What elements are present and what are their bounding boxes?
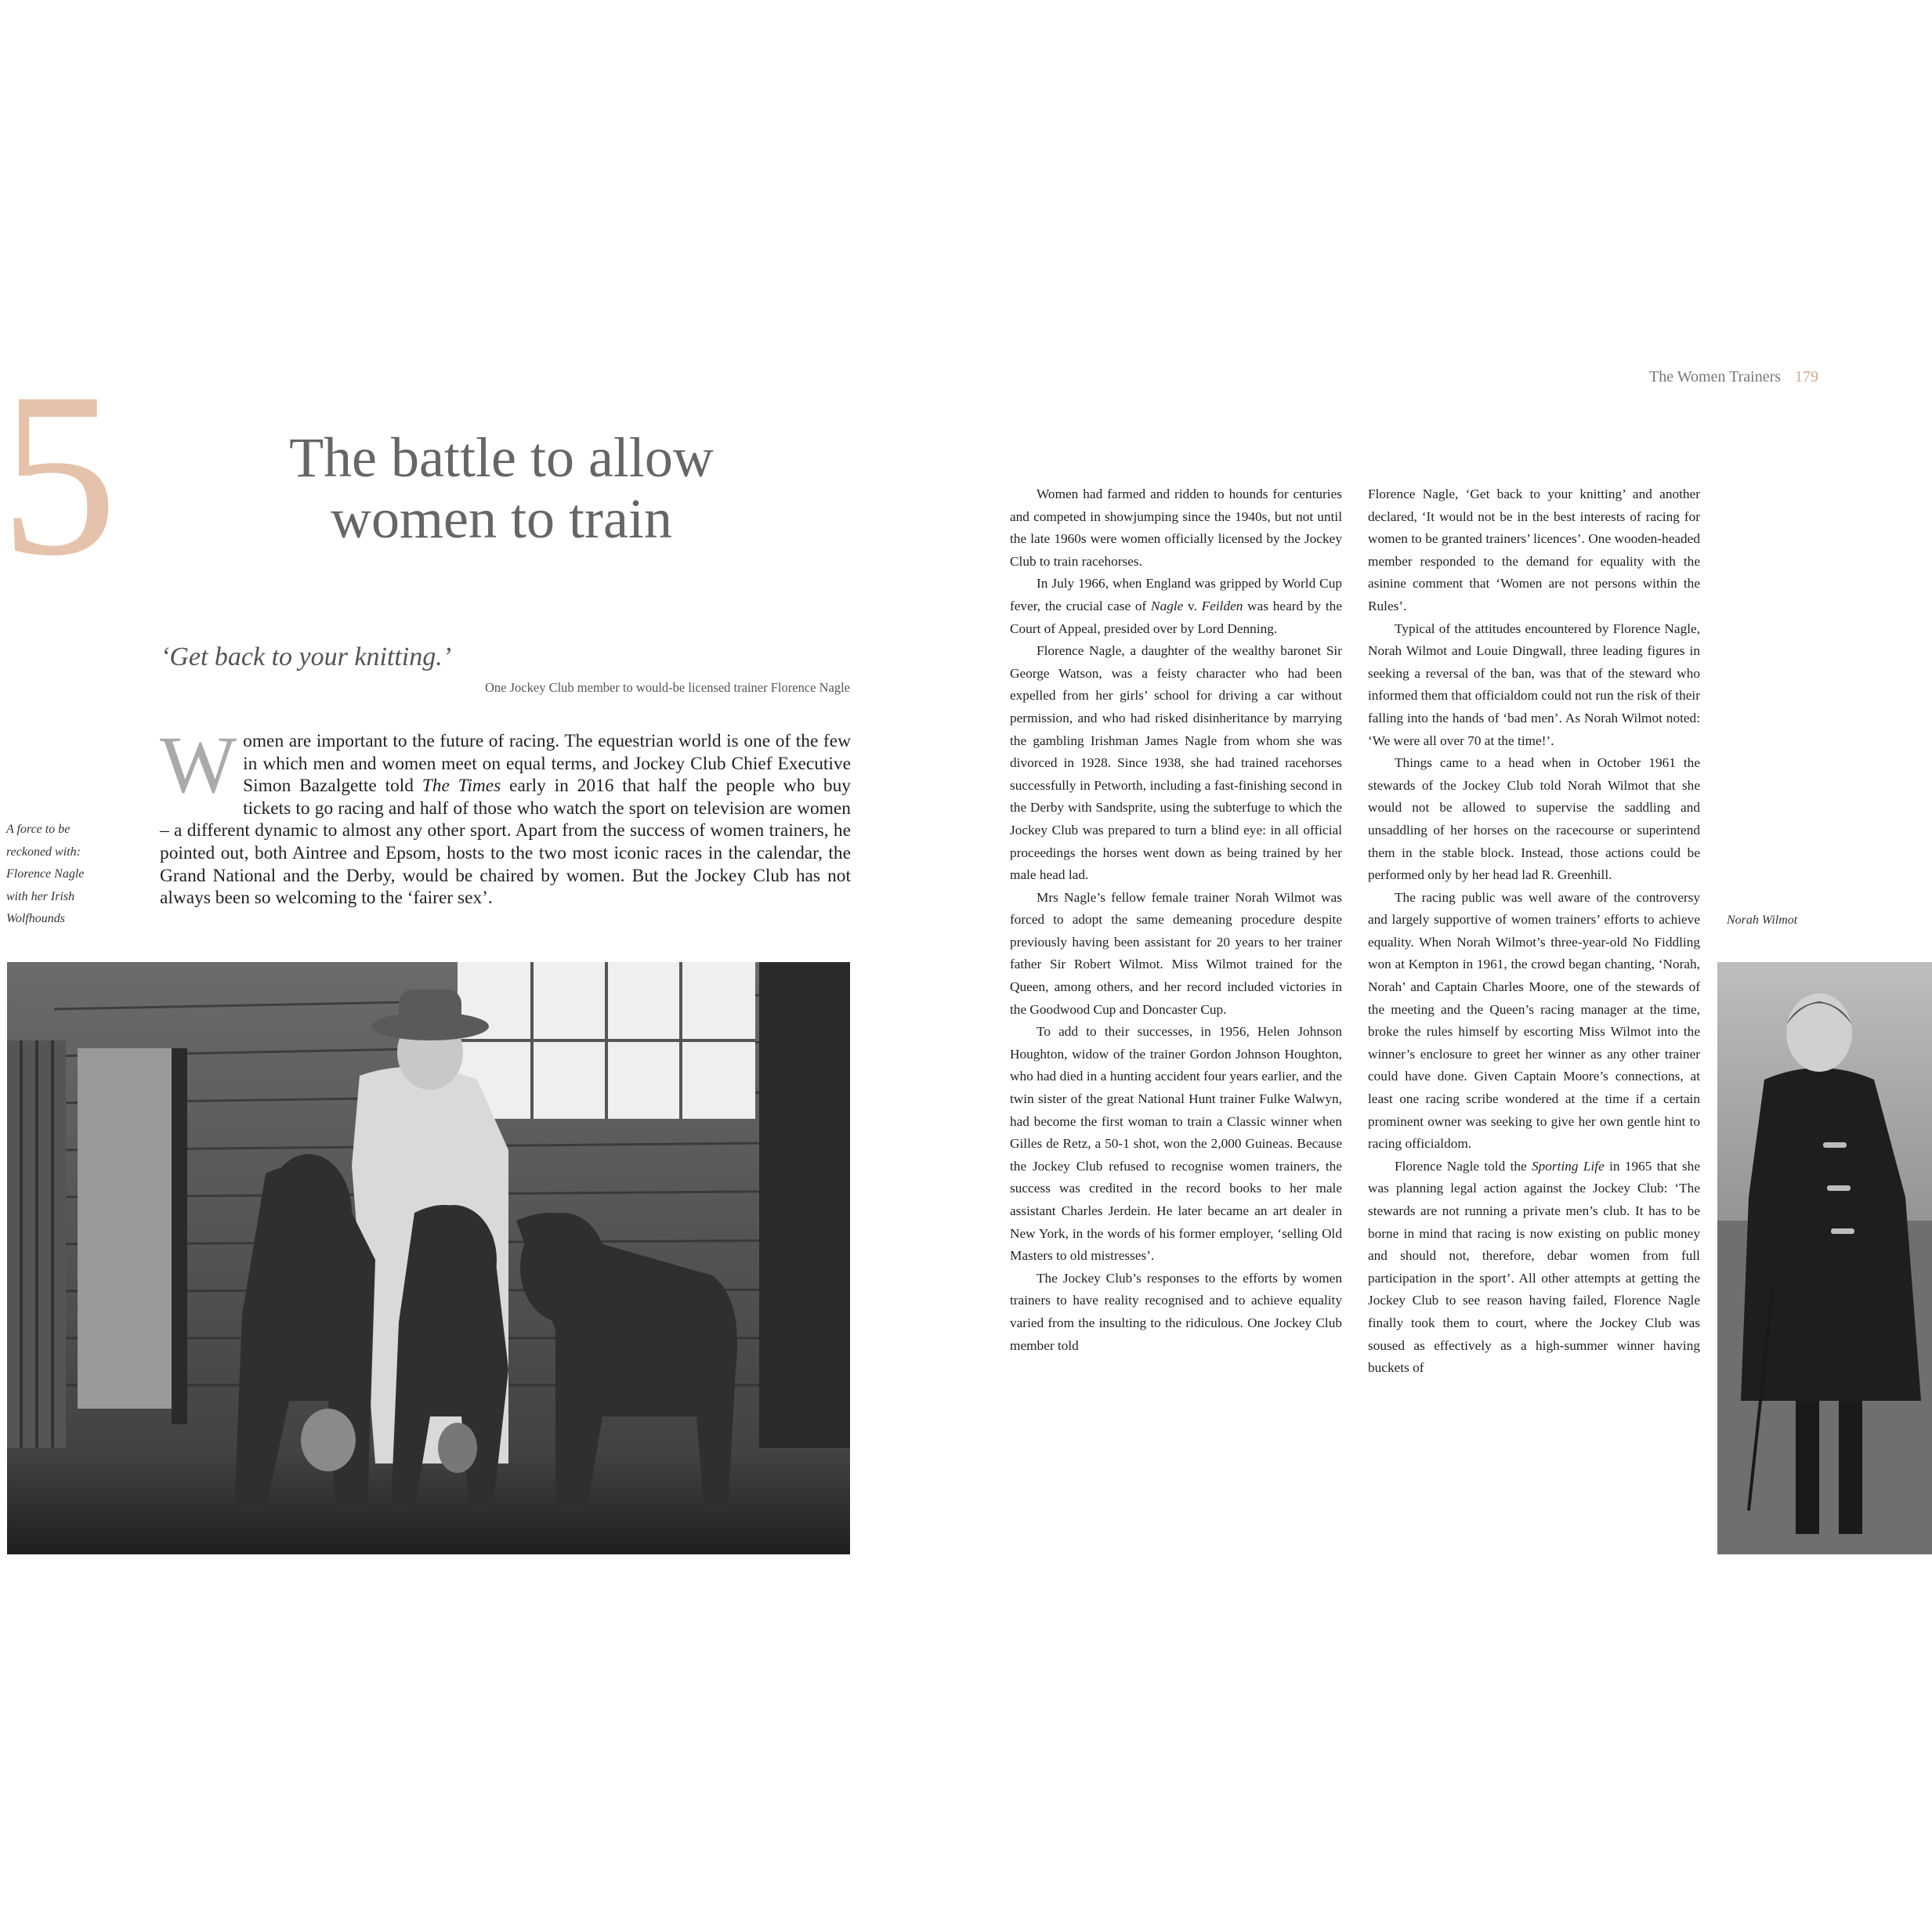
body-paragraph: The racing public was well aware of the controversy and largely supportive of women trainers’ efforts to achieve equality. When Norah Wilmot’s three-year-old No Fiddling won at Kempton in 1961, the crowd began chanting, ‘Norah, Norah’ and Captain Charles Moore, one of the stewards of the meeting and the Queen’s racing manager at the time, broke the rules himself by escorting Miss Wilmot into the winner’s enclosure to greet her winner as any other trainer could have done. Given Captain Moore’s connections, at least one racing scribe wondered at the time if a certain prominent owner was seeking to give her own gentle hint to racing officialdom. [1368, 889, 1700, 1152]
chapter-number: 5 [0, 344, 118, 604]
body-paragraph: Florence Nagle, a daughter of the wealthy baronet Sir George Watson, was a feisty character who had been expelled from her girls’ school for driving a car without permission, and who had risked disinheritance by marrying the gambling Irishman James Nagle from whom she was divorced in 1928. Since 1938, she had trained racehorses successfully in Petworth, including a fast-finishing second in the Derby with Sandsprite, using the subterfuge to which the Jockey Club was prepared to turn a blind eye: in all official proceedings the horses went down as being trained by her male head lad. [1010, 643, 1342, 883]
chapter-title-line-2: women to train [331, 487, 672, 550]
photo-2-image [1717, 962, 1932, 1554]
running-head-section: The Women Trainers [1649, 368, 1782, 385]
body-italic: Nagle [1151, 598, 1184, 613]
chapter-title-line-1: The battle to allow [289, 426, 714, 489]
photo-norah-wilmot [1717, 962, 1932, 1554]
chapter-title [235, 427, 768, 549]
intro-text-italic: The Times [421, 776, 501, 797]
body-italic: Feilden [1201, 598, 1243, 613]
running-head [1649, 368, 1818, 386]
body-column-1 [1010, 483, 1342, 1357]
body-paragraph: To add to their successes, in 1956, Helen Johnson Houghton, widow of the trainer Gordon Johnson Houghton, who had died in a hunting accident four years earlier, and the twin sister of the great National Hunt trainer Fulke Walwyn, had become the first woman to train a Classic winner when Gilles de Retz, a 50-1 shot, won the 2,000 Guineas. Because the Jockey Club refused to recognise women trainers, the success was credited in the record books to her male assistant Charles Jerdein. He later became an art dealer in New York, in the words of his former employer, ‘selling Old Masters to old mistresses’. [1010, 1024, 1342, 1264]
body-italic: Sporting Life [1532, 1158, 1605, 1174]
body-column-2 [1368, 483, 1700, 1380]
caption-right: Norah Wilmot [1727, 914, 1798, 927]
photo-1-image [7, 962, 850, 1554]
epigraph-attribution: One Jockey Club member to would-be licensed trainer Florence Nagle [485, 680, 850, 695]
intro-text-a: omen are important to the future of racing. The equestrian world is one of the few in which men and women meet on equal terms, and Jockey Club Chief Executive Simon Bazalgette told [243, 731, 851, 797]
body-paragraph: Women had farmed and ridden to hounds for centuries and competed in showjumping since the 1940s, but not until the late 1960s were women officially licensed by the Jockey Club to train racehorses. [1010, 487, 1342, 569]
body-paragraph: The Jockey Club’s responses to the efforts by women trainers to have reality recognised and to achieve equality varied from the insulting to the ridiculous. One Jockey Club member told [1010, 1270, 1342, 1353]
body-text: in 1965 that she was planning legal action against the Jockey Club: ‘The stewards are not running a private men’s club. It has to be borne in mind that racing is now existing on public money and should not, therefore, debar women from full participation in the sport’. All other attempts at getting the Jockey Club to see reason having failed, Florence Nagle finally took them to court, where the Jockey Club was soused as effectively as a high-summer winner having buckets of [1368, 1158, 1700, 1376]
intro-paragraph [160, 720, 851, 910]
body-paragraph [1368, 1156, 1700, 1380]
photo-florence-nagle-wolfhounds [7, 962, 850, 1554]
body-paragraph: Mrs Nagle’s fellow female trainer Norah Wilmot was forced to adopt the same demeaning procedure despite previously having been assistant for 20 years to her trainer father Sir Robert Wilmot. Miss Wilmot trained for the Queen, among others, and her record included victories in the Goodwood Cup and Doncaster Cup. [1010, 889, 1342, 1017]
caption-left: A force to be reckoned with: Florence Nagle with her Irish Wolfhounds [6, 823, 85, 925]
body-text: was heard by the Court of Appeal, presided over by Lord Denning. [1010, 598, 1342, 636]
intro-text-b: early in 2016 that half the people who buy tickets to go racing and half of those who watch the sport on television are women – a different dynamic to almost any other sport. Apart from the success of women trainers, he pointed out, both Aintree and Epsom, hosts to the two most iconic races in the calendar, the Grand National and the Derby, would be chaired by women. But the Jockey Club has not always been so welcoming to the ‘fairer sex’. [160, 776, 851, 909]
body-paragraph [1010, 573, 1342, 640]
epigraph-quote: ‘Get back to your knitting.’ [161, 642, 452, 671]
body-paragraph: Florence Nagle, ‘Get back to your knitting’ and another declared, ‘It would not be in the best interests of racing for women to be granted trainers’ licences’. One wooden-headed member responded to the demand for equality with the asinine comment that ‘Women are not persons within the Rules’. [1368, 487, 1700, 613]
drop-cap: W [160, 720, 237, 810]
body-text: Florence Nagle told the [1395, 1158, 1532, 1174]
body-paragraph: Typical of the attitudes encountered by Florence Nagle, Norah Wilmot and Louie Dingwall, three leading figures in seeking a reversal of the ban, was that of the steward who informed them that officialdom could not run the risk of their falling into the hands of ‘bad men’. As Norah Wilmot noted: ‘We were all over 70 at the time!’. [1368, 620, 1700, 748]
body-text: v. [1183, 598, 1202, 613]
body-paragraph: Things came to a head when in October 1961 the stewards of the Jockey Club told Norah Wilmot that she would not be allowed to supervise the saddling and unsaddling of her horses on the racecourse or superintend them in the stable block. Instead, those actions could be performed only by her head lad R. Greenhill. [1368, 755, 1700, 883]
body-text: In July 1966, when England was gripped by World Cup fever, the crucial case of [1010, 576, 1342, 613]
page-number: 179 [1795, 368, 1819, 385]
